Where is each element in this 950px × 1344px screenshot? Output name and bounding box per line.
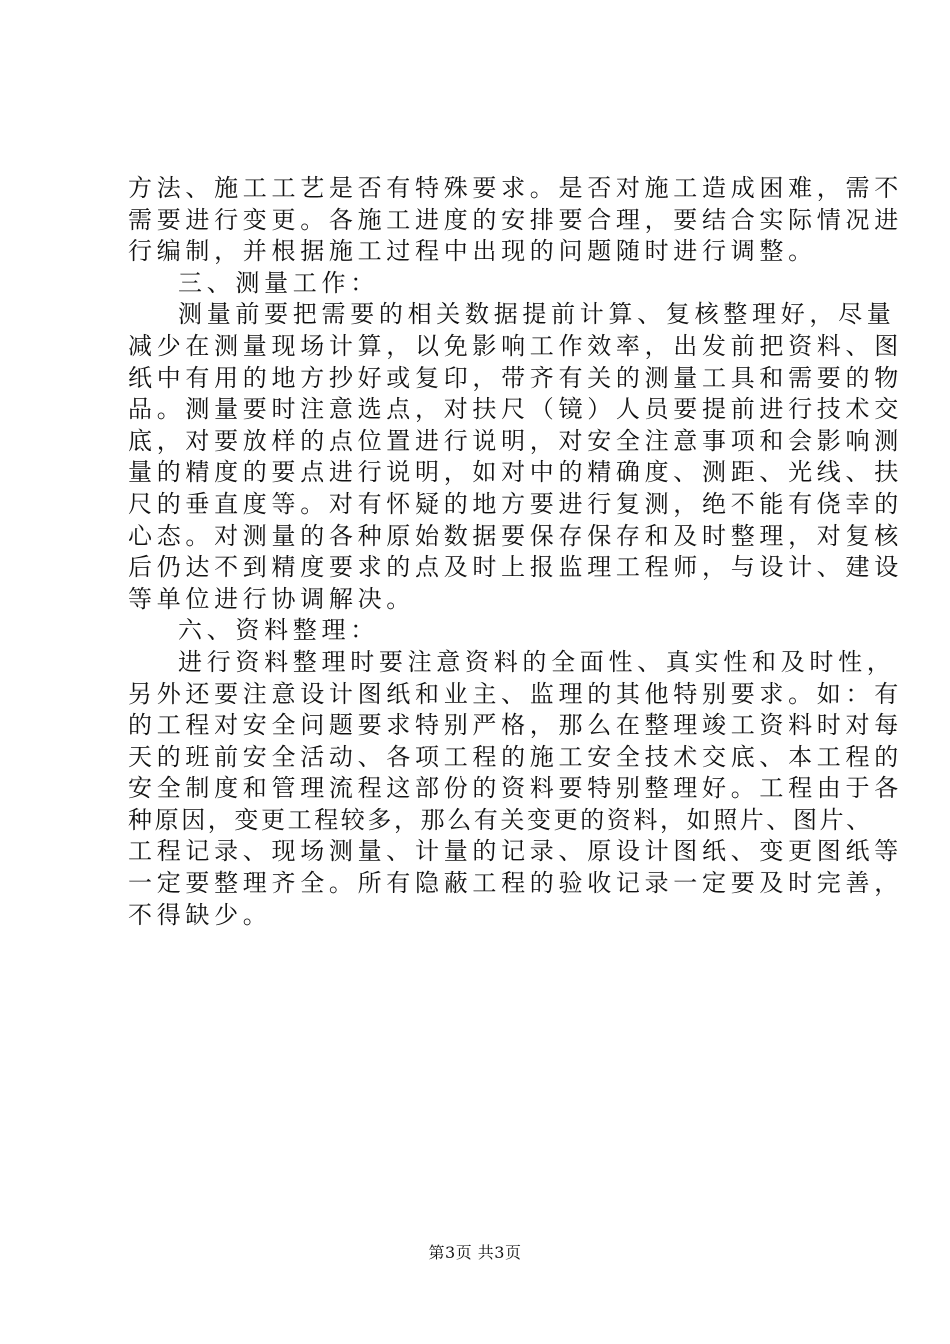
text-line: 方法、施工工艺是否有特殊要求。是否对施工造成困难，需不	[128, 174, 903, 202]
text-line: 安全制度和管理流程这部份的资料要特别整理好。工程由于各	[128, 774, 903, 803]
document-body	[128, 173, 903, 931]
text-line: 工程记录、现场测量、计量的记录、原设计图纸、变更图纸等	[128, 837, 903, 866]
text-line: 等单位进行协调解决。	[128, 584, 415, 613]
page-footer: 第3页 共3页	[428, 1243, 522, 1262]
section-heading-measurement: 三、测量工作：	[178, 268, 379, 297]
text-line: 量的精度的要点进行说明，如对中的精确度、测距、光线、扶	[128, 458, 903, 487]
text-line: 行编制，并根据施工过程中出现的问题随时进行调整。	[128, 237, 817, 266]
text-line: 品。测量要时注意选点，对扶尺（镜）人员要提前进行技术交	[128, 395, 903, 424]
text-line: 心态。对测量的各种原始数据要保存保存和及时整理，对复核	[128, 521, 903, 550]
text-line: 的工程对安全问题要求特别严格，那么在整理竣工资料时对每	[128, 711, 903, 740]
text-line: 另外还要注意设计图纸和业主、监理的其他特别要求。如：有	[128, 679, 903, 708]
text-line: 测量前要把需要的相关数据提前计算、复核整理好，尽量	[178, 300, 896, 329]
text-line: 需要进行变更。各施工进度的安排要合理，要结合实际情况进	[128, 205, 903, 234]
text-line: 底，对要放样的点位置进行说明，对安全注意事项和会影响测	[128, 426, 903, 455]
text-line: 减少在测量现场计算，以免影响工作效率，出发前把资料、图	[128, 331, 903, 360]
section-heading-documents: 六、资料整理：	[178, 616, 379, 645]
text-line: 进行资料整理时要注意资料的全面性、真实性和及时性，	[178, 647, 896, 676]
text-line: 不得缺少。	[128, 900, 272, 929]
text-line: 种原因，变更工程较多，那么有关变更的资料，如照片、图片、	[128, 805, 873, 834]
text-line: 后仍达不到精度要求的点及时上报监理工程师，与设计、建设	[128, 553, 903, 582]
text-line: 纸中有用的地方抄好或复印，带齐有关的测量工具和需要的物	[128, 363, 903, 392]
text-line: 一定要整理齐全。所有隐蔽工程的验收记录一定要及时完善，	[128, 869, 903, 898]
text-line: 尺的垂直度等。对有怀疑的地方要进行复测，绝不能有侥幸的	[128, 489, 903, 518]
text-line: 天的班前安全活动、各项工程的施工安全技术交底、本工程的	[128, 742, 903, 771]
